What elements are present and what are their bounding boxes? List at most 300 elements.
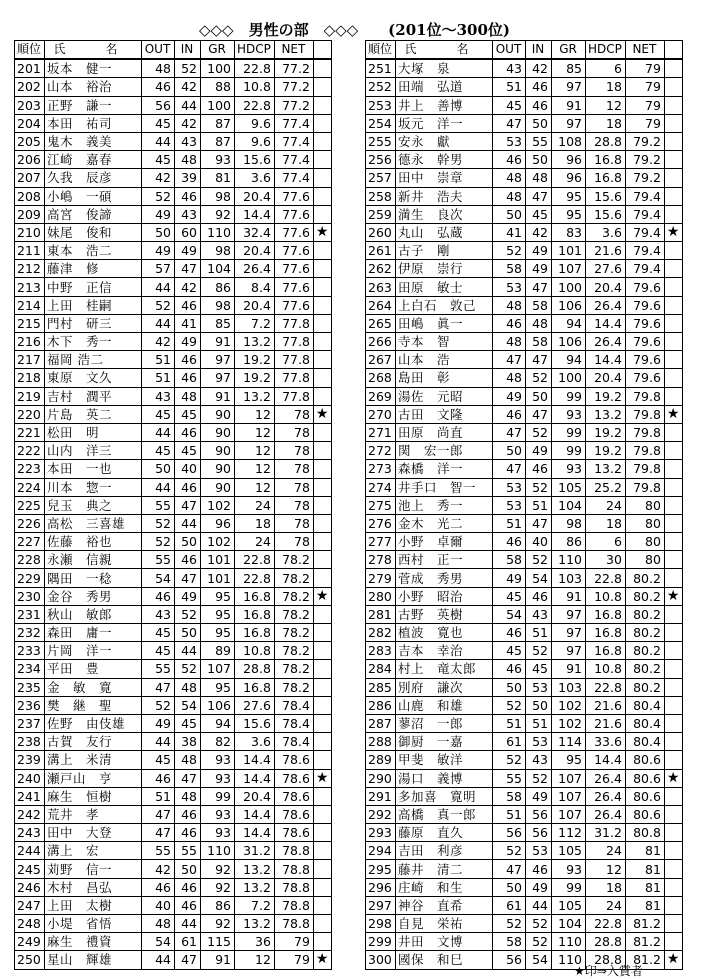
rank-cell: 272: [366, 442, 396, 460]
net-cell: 79.6: [625, 278, 664, 296]
rank-cell: 220: [15, 405, 45, 423]
rank-cell: 209: [15, 205, 45, 223]
name-cell: 島田 彰: [396, 369, 493, 387]
rank-cell: 266: [366, 333, 396, 351]
table-row: [366, 642, 683, 660]
name-cell: 庄崎 和生: [396, 878, 493, 896]
award-mark-cell: ★: [664, 587, 683, 605]
name-cell: 上田 桂嗣: [45, 296, 142, 314]
in-cell: 48: [175, 751, 201, 769]
name-cell: 金 敏 寛: [45, 678, 142, 696]
gross-cell: 85: [201, 314, 235, 332]
in-cell: 46: [526, 587, 552, 605]
rank-cell: 252: [366, 78, 396, 96]
rank-cell: 276: [366, 514, 396, 532]
gross-cell: 91: [552, 660, 586, 678]
rank-cell: 255: [366, 132, 396, 150]
out-cell: 47: [493, 351, 526, 369]
net-cell: 80.2: [625, 660, 664, 678]
handicap-cell: 21.6: [586, 242, 626, 260]
in-cell: 52: [526, 369, 552, 387]
name-cell: 古野 英樹: [396, 605, 493, 623]
gross-cell: 101: [552, 242, 586, 260]
award-mark-cell: [313, 333, 332, 351]
rank-cell: 281: [366, 605, 396, 623]
out-cell: 52: [493, 696, 526, 714]
table-row: [15, 496, 332, 514]
rank-cell: 294: [366, 842, 396, 860]
rank-cell: 238: [15, 733, 45, 751]
rank-cell: 260: [366, 223, 396, 241]
award-mark-cell: [313, 514, 332, 532]
table-row: [15, 624, 332, 642]
table-row: [15, 696, 332, 714]
table-row: [366, 933, 683, 951]
header-in: IN: [175, 41, 201, 60]
table-row: [366, 660, 683, 678]
award-mark-cell: [664, 242, 683, 260]
in-cell: 47: [526, 405, 552, 423]
gross-cell: 106: [552, 333, 586, 351]
in-cell: 58: [526, 296, 552, 314]
gross-cell: 107: [552, 260, 586, 278]
award-mark-cell: [664, 605, 683, 623]
in-cell: 49: [175, 587, 201, 605]
net-cell: 79.6: [625, 314, 664, 332]
net-cell: 80.4: [625, 733, 664, 751]
net-cell: 78.8: [274, 915, 313, 933]
rank-cell: 258: [366, 187, 396, 205]
name-cell: 伊原 崇行: [396, 260, 493, 278]
table-row: [366, 442, 683, 460]
out-cell: 40: [142, 896, 175, 914]
in-cell: 60: [175, 223, 201, 241]
net-cell: 77.6: [274, 296, 313, 314]
gross-cell: 92: [201, 205, 235, 223]
gross-cell: 93: [201, 151, 235, 169]
rank-cell: 288: [366, 733, 396, 751]
rank-cell: 256: [366, 151, 396, 169]
gross-cell: 98: [201, 296, 235, 314]
net-cell: 81: [625, 896, 664, 914]
out-cell: 47: [493, 460, 526, 478]
in-cell: 44: [175, 642, 201, 660]
name-cell: 平田 豊: [45, 660, 142, 678]
table-row: [366, 169, 683, 187]
gross-cell: 95: [201, 678, 235, 696]
gross-cell: 107: [552, 787, 586, 805]
award-mark-cell: [664, 824, 683, 842]
net-cell: 78: [274, 496, 313, 514]
handicap-cell: 24: [586, 896, 626, 914]
out-cell: 51: [493, 805, 526, 823]
out-cell: 45: [142, 624, 175, 642]
award-mark-cell: [313, 242, 332, 260]
name-cell: 上白石 敦己: [396, 296, 493, 314]
rank-cell: 232: [15, 624, 45, 642]
name-cell: 田嶋 眞一: [396, 314, 493, 332]
header-name: 氏 名: [396, 41, 493, 60]
out-cell: 50: [493, 205, 526, 223]
out-cell: 48: [493, 333, 526, 351]
name-cell: 小野 卓爾: [396, 533, 493, 551]
name-cell: 東本 浩二: [45, 242, 142, 260]
net-cell: 80: [625, 533, 664, 551]
award-mark-cell: [664, 878, 683, 896]
out-cell: 46: [493, 660, 526, 678]
in-cell: 49: [526, 442, 552, 460]
name-cell: 田端 弘道: [396, 78, 493, 96]
net-cell: 80.6: [625, 751, 664, 769]
out-cell: 54: [493, 605, 526, 623]
net-cell: 77.4: [274, 132, 313, 150]
award-mark-cell: [313, 933, 332, 951]
in-cell: 47: [175, 496, 201, 514]
name-cell: 秋山 敏郎: [45, 605, 142, 623]
handicap-cell: 20.4: [235, 187, 275, 205]
rank-cell: 231: [15, 605, 45, 623]
name-cell: 川本 惣一: [45, 478, 142, 496]
out-cell: 44: [142, 951, 175, 969]
out-cell: 55: [142, 496, 175, 514]
award-mark-cell: [313, 278, 332, 296]
table-row: [366, 369, 683, 387]
net-cell: 77.2: [274, 59, 313, 78]
award-mark-cell: [664, 78, 683, 96]
table-row: [15, 769, 332, 787]
net-cell: 81.2: [625, 933, 664, 951]
table-row: [15, 205, 332, 223]
rank-cell: 279: [366, 569, 396, 587]
rank-cell: 210: [15, 223, 45, 241]
rank-cell: 269: [366, 387, 396, 405]
table-row: [15, 824, 332, 842]
in-cell: 55: [175, 842, 201, 860]
award-mark-cell: [664, 187, 683, 205]
rank-cell: 217: [15, 351, 45, 369]
in-cell: 46: [526, 860, 552, 878]
header-handicap: HDCP: [235, 41, 275, 60]
award-mark-cell: [313, 369, 332, 387]
award-mark-cell: [313, 824, 332, 842]
out-cell: 42: [142, 860, 175, 878]
table-row: [15, 951, 332, 969]
table-row: [15, 533, 332, 551]
gross-cell: 102: [552, 714, 586, 732]
table-row: [366, 678, 683, 696]
in-cell: 47: [526, 278, 552, 296]
out-cell: 43: [142, 605, 175, 623]
handicap-cell: 22.8: [235, 59, 275, 78]
handicap-cell: 20.4: [235, 296, 275, 314]
gross-cell: 87: [201, 114, 235, 132]
name-cell: 永瀬 信親: [45, 551, 142, 569]
net-cell: 77.6: [274, 242, 313, 260]
rank-cell: 235: [15, 678, 45, 696]
in-cell: 52: [175, 59, 201, 78]
gross-cell: 99: [552, 423, 586, 441]
rank-cell: 219: [15, 387, 45, 405]
table-row: [366, 460, 683, 478]
net-cell: 79.8: [625, 405, 664, 423]
table-row: [366, 605, 683, 623]
out-cell: 50: [493, 878, 526, 896]
in-cell: 48: [175, 387, 201, 405]
gross-cell: 93: [201, 805, 235, 823]
rank-cell: 271: [366, 423, 396, 441]
in-cell: 47: [175, 260, 201, 278]
out-cell: 46: [142, 769, 175, 787]
award-mark-cell: [313, 714, 332, 732]
handicap-cell: 21.6: [586, 696, 626, 714]
handicap-cell: 20.4: [586, 278, 626, 296]
rank-cell: 278: [366, 551, 396, 569]
net-cell: 77.8: [274, 314, 313, 332]
out-cell: 43: [493, 59, 526, 78]
gross-cell: 110: [552, 933, 586, 951]
table-row: [15, 605, 332, 623]
net-cell: 80.2: [625, 605, 664, 623]
handicap-cell: 25.2: [586, 478, 626, 496]
handicap-cell: 12: [235, 460, 275, 478]
table-row: [366, 132, 683, 150]
in-cell: 45: [526, 205, 552, 223]
table-row: [15, 223, 332, 241]
award-mark-cell: ★: [664, 405, 683, 423]
rank-cell: 289: [366, 751, 396, 769]
rank-cell: 284: [366, 660, 396, 678]
handicap-cell: 6: [586, 59, 626, 78]
rank-cell: 291: [366, 787, 396, 805]
in-cell: 44: [175, 915, 201, 933]
award-mark-cell: [664, 933, 683, 951]
name-cell: 古賀 友行: [45, 733, 142, 751]
award-mark-cell: [664, 733, 683, 751]
handicap-cell: 32.4: [235, 223, 275, 241]
out-cell: 43: [142, 387, 175, 405]
in-cell: 43: [526, 605, 552, 623]
out-cell: 44: [142, 278, 175, 296]
gross-cell: 107: [552, 769, 586, 787]
net-cell: 79.4: [625, 223, 664, 241]
award-mark-cell: [664, 151, 683, 169]
in-cell: 48: [175, 787, 201, 805]
in-cell: 47: [526, 351, 552, 369]
out-cell: 56: [493, 824, 526, 842]
out-cell: 42: [142, 333, 175, 351]
rank-cell: 257: [366, 169, 396, 187]
page-title: ◇◇◇ 男性の部 ◇◇◇ (201位～300位): [198, 21, 511, 39]
in-cell: 54: [175, 696, 201, 714]
handicap-cell: 16.8: [235, 587, 275, 605]
rank-cell: 298: [366, 915, 396, 933]
gross-cell: 93: [201, 751, 235, 769]
table-row: [366, 96, 683, 114]
handicap-cell: 26.4: [235, 260, 275, 278]
gross-cell: 110: [201, 842, 235, 860]
gross-cell: 99: [201, 787, 235, 805]
out-cell: 44: [142, 478, 175, 496]
gross-cell: 97: [552, 605, 586, 623]
net-cell: 78.4: [274, 733, 313, 751]
gross-cell: 96: [552, 169, 586, 187]
net-cell: 79.8: [625, 478, 664, 496]
award-mark-cell: [664, 114, 683, 132]
table-row: [15, 805, 332, 823]
out-cell: 50: [142, 460, 175, 478]
out-cell: 50: [142, 223, 175, 241]
net-cell: 79: [625, 78, 664, 96]
handicap-cell: 15.6: [586, 187, 626, 205]
out-cell: 53: [493, 132, 526, 150]
net-cell: 81: [625, 878, 664, 896]
handicap-cell: 22.8: [235, 551, 275, 569]
out-cell: 47: [142, 678, 175, 696]
handicap-cell: 20.4: [235, 787, 275, 805]
net-cell: 78: [274, 405, 313, 423]
out-cell: 47: [142, 805, 175, 823]
table-row: [366, 78, 683, 96]
out-cell: 55: [142, 842, 175, 860]
in-cell: 53: [526, 733, 552, 751]
net-cell: 79.2: [625, 151, 664, 169]
table-row: [366, 223, 683, 241]
table-row: [366, 314, 683, 332]
handicap-cell: 7.2: [235, 314, 275, 332]
table-row: [366, 59, 683, 78]
handicap-cell: 3.6: [586, 223, 626, 241]
in-cell: 52: [175, 660, 201, 678]
in-cell: 42: [175, 114, 201, 132]
net-cell: 80.6: [625, 769, 664, 787]
rank-cell: 297: [366, 896, 396, 914]
net-cell: 81: [625, 860, 664, 878]
handicap-cell: 16.8: [235, 624, 275, 642]
handicap-cell: 19.2: [586, 387, 626, 405]
out-cell: 46: [493, 533, 526, 551]
award-mark-cell: [664, 478, 683, 496]
gross-cell: 94: [552, 314, 586, 332]
award-mark-cell: [664, 805, 683, 823]
header-out: OUT: [493, 41, 526, 60]
net-cell: 78.4: [274, 696, 313, 714]
handicap-cell: 12: [235, 405, 275, 423]
in-cell: 45: [526, 660, 552, 678]
handicap-cell: 14.4: [235, 751, 275, 769]
rank-cell: 224: [15, 478, 45, 496]
table-row: [15, 369, 332, 387]
award-mark-cell: ★: [313, 587, 332, 605]
handicap-cell: 26.4: [586, 769, 626, 787]
rank-cell: 215: [15, 314, 45, 332]
net-cell: 78.6: [274, 769, 313, 787]
gross-cell: 95: [552, 205, 586, 223]
rank-cell: 237: [15, 714, 45, 732]
out-cell: 48: [142, 59, 175, 78]
award-mark-cell: [664, 169, 683, 187]
gross-cell: 92: [201, 915, 235, 933]
net-cell: 78: [274, 533, 313, 551]
out-cell: 61: [493, 733, 526, 751]
in-cell: 50: [526, 151, 552, 169]
in-cell: 56: [526, 805, 552, 823]
in-cell: 54: [526, 569, 552, 587]
out-cell: 56: [493, 951, 526, 969]
out-cell: 58: [493, 260, 526, 278]
handicap-cell: 13.2: [586, 405, 626, 423]
in-cell: 46: [175, 351, 201, 369]
out-cell: 56: [142, 96, 175, 114]
net-cell: 80.4: [625, 714, 664, 732]
gross-cell: 96: [201, 514, 235, 532]
rank-cell: 203: [15, 96, 45, 114]
out-cell: 50: [493, 442, 526, 460]
net-cell: 79: [274, 951, 313, 969]
rank-cell: 292: [366, 805, 396, 823]
rank-cell: 249: [15, 933, 45, 951]
award-mark-cell: [313, 460, 332, 478]
award-mark-cell: [313, 787, 332, 805]
award-mark-cell: [664, 714, 683, 732]
handicap-cell: 26.4: [586, 787, 626, 805]
name-cell: 古田 文隆: [396, 405, 493, 423]
rank-cell: 290: [366, 769, 396, 787]
award-mark-cell: [313, 205, 332, 223]
rank-cell: 263: [366, 278, 396, 296]
in-cell: 47: [526, 187, 552, 205]
name-cell: 苅野 信一: [45, 860, 142, 878]
net-cell: 78: [274, 423, 313, 441]
net-cell: 79.6: [625, 333, 664, 351]
net-cell: 80: [625, 496, 664, 514]
gross-cell: 114: [552, 733, 586, 751]
table-row: [15, 787, 332, 805]
in-cell: 44: [175, 514, 201, 532]
award-mark-cell: [313, 842, 332, 860]
gross-cell: 107: [201, 660, 235, 678]
net-cell: 77.6: [274, 260, 313, 278]
table-row: [366, 624, 683, 642]
rank-cell: 262: [366, 260, 396, 278]
rank-cell: 261: [366, 242, 396, 260]
out-cell: 58: [493, 787, 526, 805]
table-row: [15, 551, 332, 569]
table-row: [366, 569, 683, 587]
rank-cell: 213: [15, 278, 45, 296]
net-cell: 80.2: [625, 569, 664, 587]
name-cell: 高橋 真一郎: [396, 805, 493, 823]
out-cell: 52: [142, 696, 175, 714]
gross-cell: 81: [201, 169, 235, 187]
name-cell: 寺本 智: [396, 333, 493, 351]
award-mark-cell: [664, 387, 683, 405]
name-cell: 丸山 弘蔵: [396, 223, 493, 241]
net-cell: 79.4: [625, 187, 664, 205]
rank-cell: 216: [15, 333, 45, 351]
in-cell: 43: [175, 205, 201, 223]
in-cell: 46: [175, 824, 201, 842]
name-cell: 坂元 洋一: [396, 114, 493, 132]
handicap-cell: 19.2: [235, 351, 275, 369]
net-cell: 77.4: [274, 114, 313, 132]
net-cell: 78: [274, 442, 313, 460]
handicap-cell: 16.8: [586, 624, 626, 642]
handicap-cell: 10.8: [586, 660, 626, 678]
name-cell: 藤原 直久: [396, 824, 493, 842]
out-cell: 50: [493, 678, 526, 696]
in-cell: 43: [526, 751, 552, 769]
award-mark-cell: ★: [664, 223, 683, 241]
